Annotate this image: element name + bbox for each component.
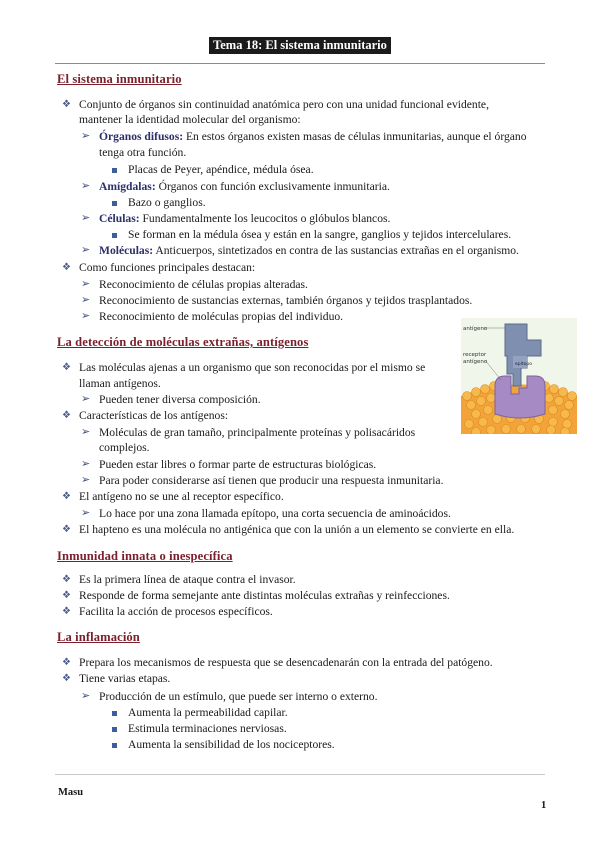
list-item-organos [99, 130, 527, 144]
paragraph-line: Las moléculas ajenas a un organismo que son reconocidas por el mismo se [79, 361, 426, 374]
title-wrap [0, 37, 600, 54]
arrow-bullet-icon: ➢ [81, 294, 91, 306]
arrow-bullet-icon: ➢ [81, 458, 91, 470]
label-receptor: receptor [463, 352, 487, 358]
page-number: 1 [541, 800, 547, 811]
section-heading-inflamacion: La inflamación [57, 630, 140, 644]
diamond-bullet-icon: ❖ [62, 410, 71, 421]
list-item: Prepara los mecanismos de respuesta que se desencadenarán con la entrada del patógeno. [79, 656, 493, 669]
term-label: Órganos difusos: [99, 130, 184, 143]
arrow-bullet-icon: ➢ [81, 130, 91, 142]
list-item: Reconocimiento de moléculas propias del individuo. [99, 310, 344, 323]
antigen-receptor-figure [461, 318, 577, 434]
term-label: Células: [99, 212, 140, 225]
term-label: Moléculas: [99, 244, 154, 257]
diamond-bullet-icon: ❖ [62, 673, 71, 684]
arrow-bullet-icon: ➢ [81, 690, 91, 702]
arrow-bullet-icon: ➢ [81, 212, 91, 224]
paragraph-line: Como funciones principales destacan: [79, 261, 256, 274]
arrow-bullet-icon: ➢ [81, 474, 91, 486]
square-bullet-icon [112, 233, 117, 238]
diamond-bullet-icon: ❖ [62, 491, 71, 502]
list-item: Es la primera línea de ataque contra el invasor. [79, 573, 296, 586]
sub-item: Aumenta la sensibilidad de los nociceptores. [128, 738, 335, 751]
sub-item: Bazo o ganglios. [128, 196, 206, 209]
list-item-moleculas [99, 244, 519, 258]
arrow-bullet-icon: ➢ [81, 393, 91, 405]
section-heading-sistema: El sistema inmunitario [57, 72, 182, 86]
list-item: Pueden tener diversa composición. [99, 393, 261, 406]
diamond-bullet-icon: ❖ [62, 524, 71, 535]
paragraph-line: El antígeno no se une al receptor específico. [79, 490, 284, 503]
list-item-celulas [99, 212, 390, 226]
section-heading-deteccion: La detección de moléculas extrañas, antígenos [57, 335, 309, 349]
diamond-bullet-icon: ❖ [62, 606, 71, 617]
label-receptor-2: antígeno [463, 359, 488, 365]
square-bullet-icon [112, 711, 117, 716]
term-text: Órganos con función exclusivamente inmunitaria. [155, 180, 390, 193]
diamond-bullet-icon: ❖ [62, 657, 71, 668]
square-bullet-icon [112, 743, 117, 748]
paragraph-line: llaman antígenos. [79, 377, 161, 390]
arrow-bullet-icon: ➢ [81, 278, 91, 290]
list-item-continuation: complejos. [99, 441, 150, 454]
paragraph-line: tenga otra función. [99, 146, 187, 159]
diamond-bullet-icon: ❖ [62, 362, 71, 373]
list-item: Responde de forma semejante ante distintas moléculas extrañas y reinfecciones. [79, 589, 450, 602]
square-bullet-icon [112, 201, 117, 206]
list-item: Moléculas de gran tamaño, principalmente proteínas y polisacáridos [99, 426, 416, 439]
arrow-bullet-icon: ➢ [81, 507, 91, 519]
list-item: Reconocimiento de sustancias externas, también órganos y tejidos trasplantados. [99, 294, 473, 307]
square-bullet-icon [112, 168, 117, 173]
list-item: Facilita la acción de procesos específicos. [79, 605, 273, 618]
diamond-bullet-icon: ❖ [62, 590, 71, 601]
square-bullet-icon [112, 727, 117, 732]
paragraph-line: El hapteno es una molécula no antigénica que con la unión a un elemento se convierte en ella. [79, 523, 515, 536]
arrow-bullet-icon: ➢ [81, 180, 91, 192]
diamond-bullet-icon: ❖ [62, 262, 71, 273]
list-item: Lo hace por una zona llamada epítopo, una corta secuencia de aminoácidos. [99, 507, 451, 520]
term-label: Amígdalas: [99, 180, 156, 193]
list-item: Para poder considerarse así tienen que producir una respuesta inmunitaria. [99, 474, 444, 487]
section-heading-innata: Inmunidad innata o inespecífica [57, 549, 233, 563]
term-text: Anticuerpos, sintetizados en contra de las sustancias extrañas en el organismo. [153, 244, 519, 257]
sub-item: Placas de Peyer, apéndice, médula ósea. [128, 163, 314, 176]
arrow-bullet-icon: ➢ [81, 310, 91, 322]
term-text: En estos órganos existen masas de células inmunitarias, aunque el órgano [183, 130, 527, 143]
page-title: Tema 18: El sistema inmunitario [209, 37, 391, 54]
footer-author: Masu [58, 787, 84, 798]
label-epitope: epítopo [515, 362, 533, 367]
paragraph-line: Conjunto de órganos sin continuidad anatómica pero con una unidad funcional evidente, [79, 98, 489, 111]
list-item: Reconocimiento de células propias alteradas. [99, 278, 308, 291]
diamond-bullet-icon: ❖ [62, 574, 71, 585]
paragraph-line: mantener la identidad molecular del organismo: [79, 113, 301, 126]
list-item: Tiene varias etapas. [79, 672, 171, 685]
list-item: Pueden estar libres o formar parte de estructuras biológicas. [99, 458, 377, 471]
list-item-amigdalas [99, 180, 390, 194]
sub-item: Se forman en la médula ósea y están en la sangre, ganglios y tejidos intercelulares. [128, 228, 512, 241]
arrow-bullet-icon: ➢ [81, 244, 91, 256]
antigen-receptor-illustration [461, 318, 577, 434]
term-text: Fundamentalmente los leucocitos o glóbulos blancos. [139, 212, 391, 225]
diamond-bullet-icon: ❖ [62, 99, 71, 110]
list-item: Producción de un estímulo, que puede ser interno o externo. [99, 690, 378, 703]
label-antigen: antígeno [463, 326, 488, 332]
sub-item: Estimula terminaciones nerviosas. [128, 722, 287, 735]
title-divider [55, 63, 545, 64]
arrow-bullet-icon: ➢ [81, 426, 91, 438]
paragraph-line: Características de los antígenos: [79, 409, 229, 422]
footer-divider [55, 774, 545, 775]
sub-item: Aumenta la permeabilidad capilar. [128, 706, 288, 719]
